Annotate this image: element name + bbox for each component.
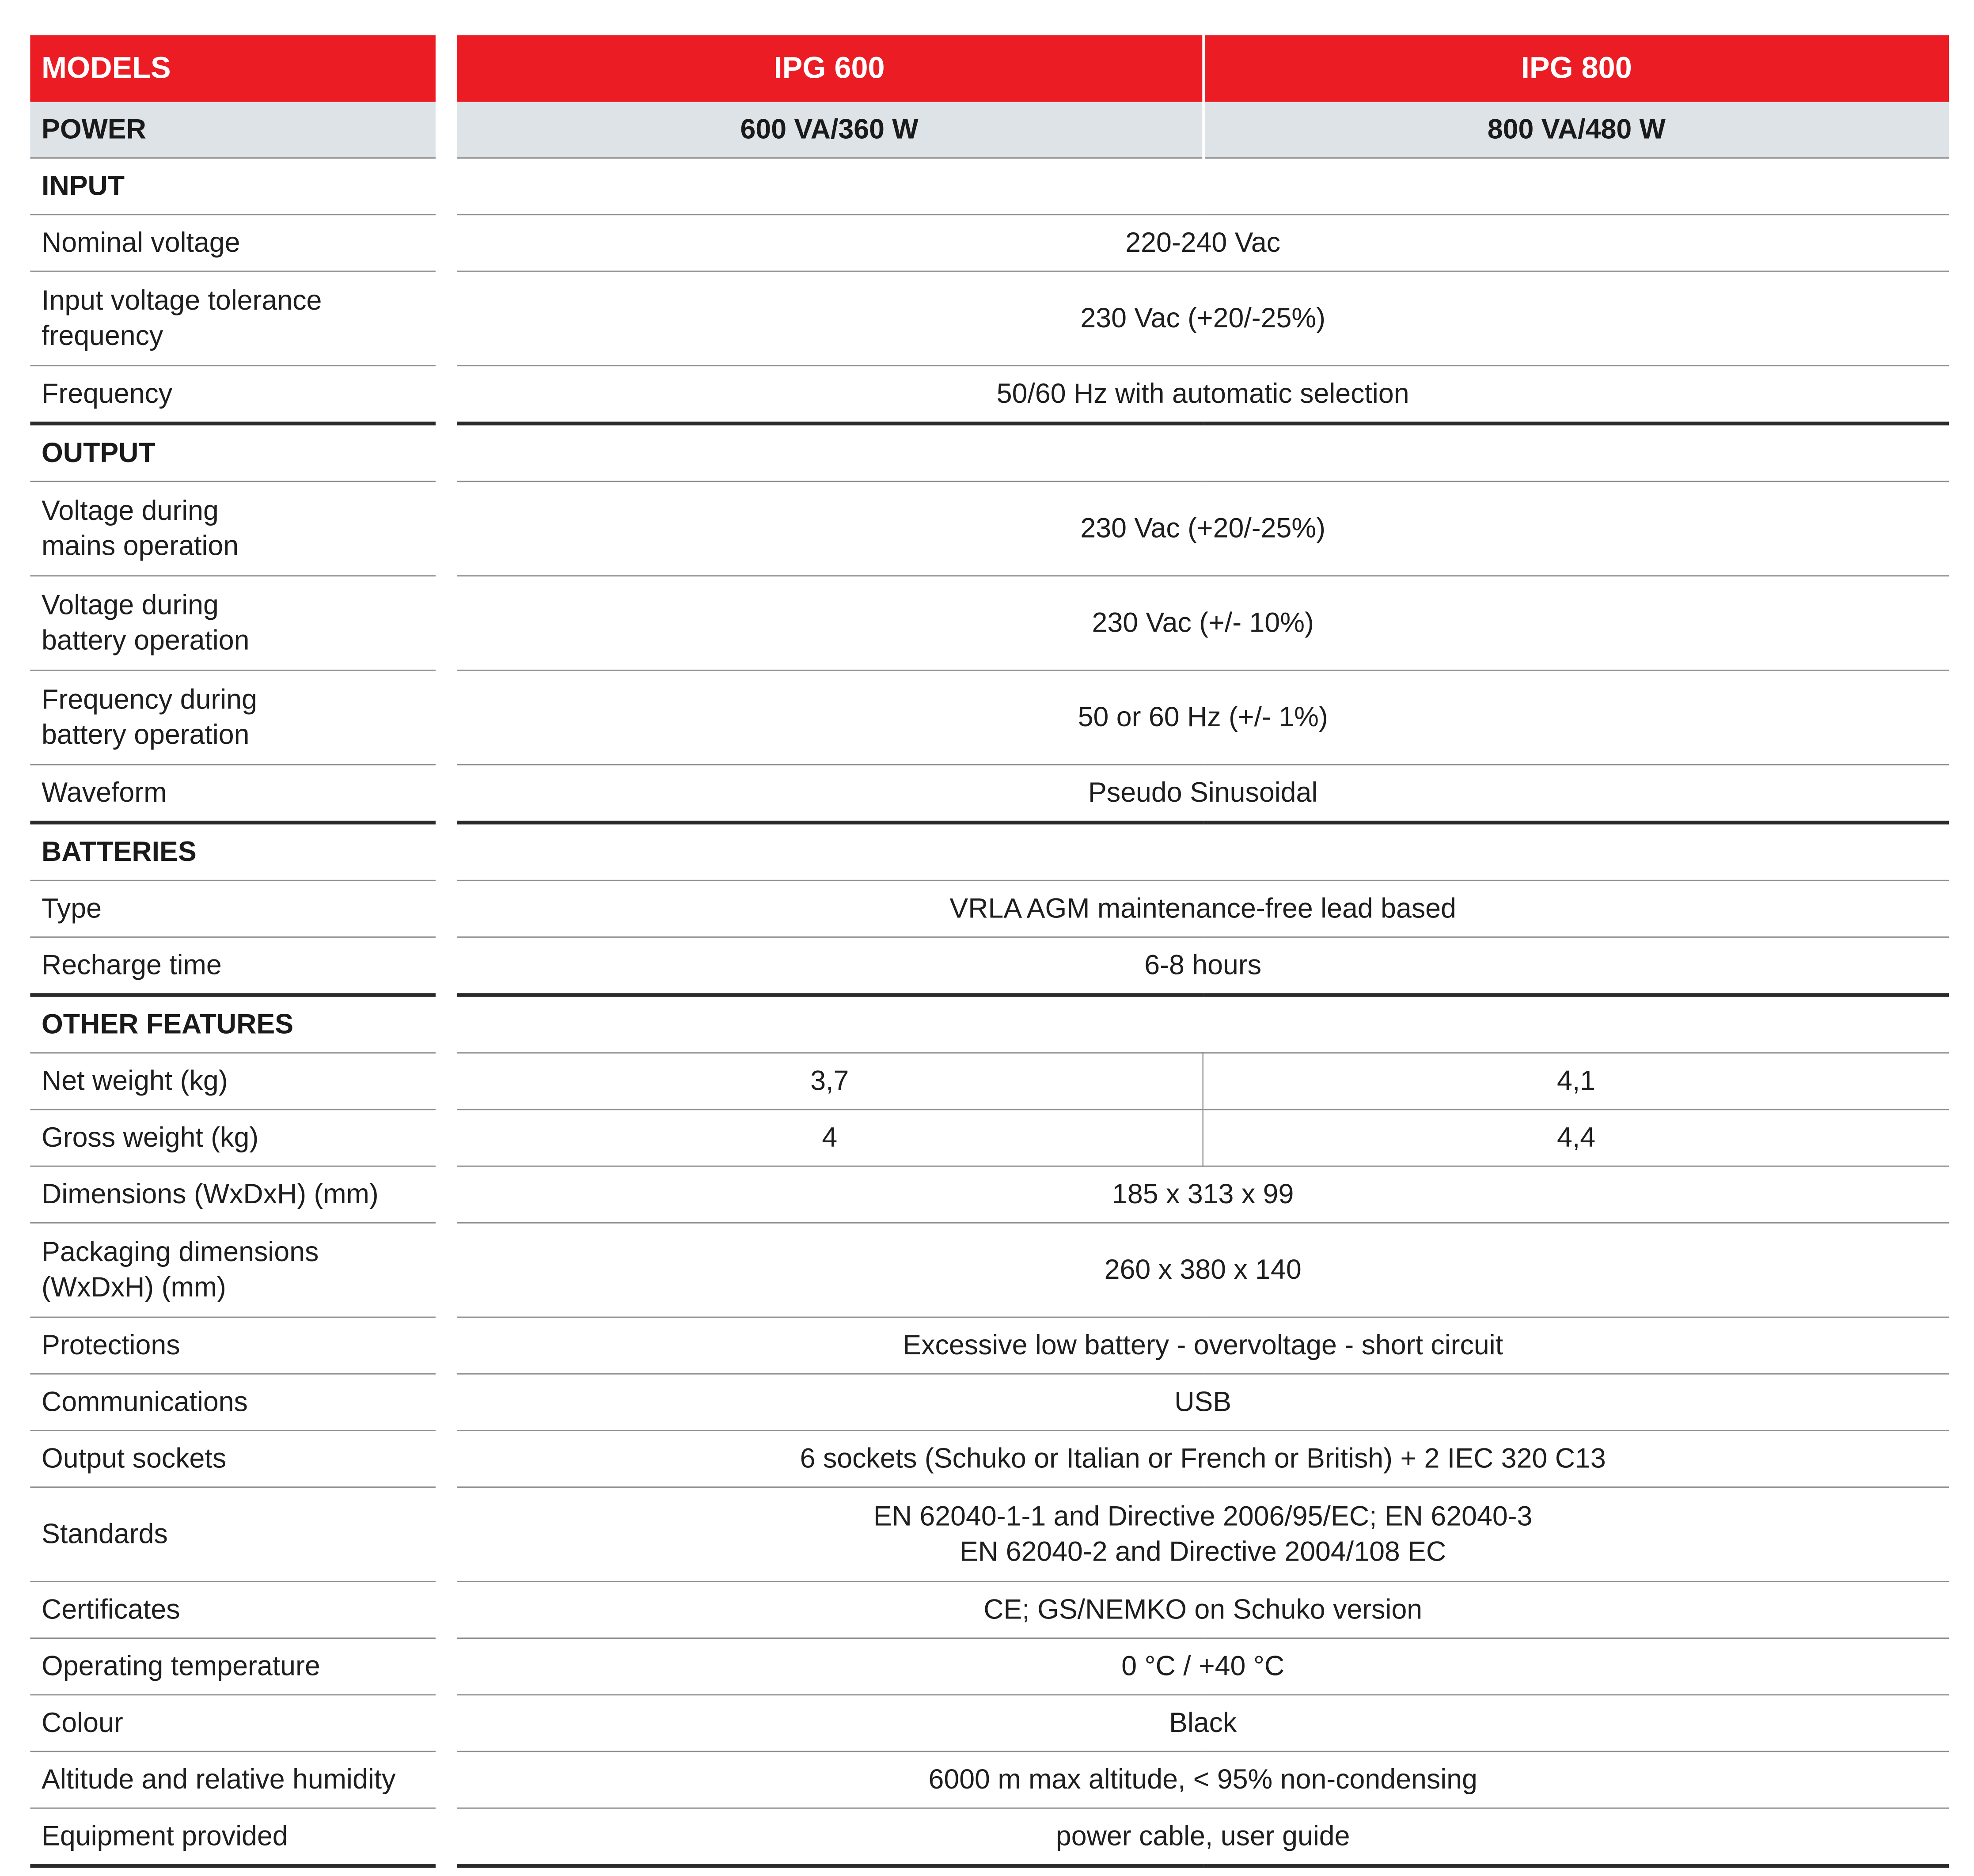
spec-row bbox=[30, 1695, 1949, 1751]
spec-label bbox=[30, 670, 436, 765]
spec-label-line: Voltage during bbox=[42, 589, 219, 621]
spec-value-line: EN 62040-1-1 and Directive 2006/95/EC; EN 62040-3 bbox=[873, 1500, 1533, 1532]
spec-label-line: Voltage during bbox=[42, 494, 219, 527]
spec-value bbox=[457, 1487, 1949, 1582]
spec-value: 230 Vac (+20/-25%) bbox=[457, 271, 1949, 366]
spec-label: Operating temperature bbox=[30, 1638, 436, 1695]
section-title: BATTERIES bbox=[30, 822, 436, 880]
spec-value: 50/60 Hz with automatic selection bbox=[457, 366, 1949, 424]
spec-value: Excessive low battery - overvoltage - short circuit bbox=[457, 1317, 1949, 1374]
spec-label: Output sockets bbox=[30, 1430, 436, 1487]
spec-row bbox=[30, 271, 1949, 366]
section-title: INPUT bbox=[30, 158, 436, 215]
power-ipg-800: 800 VA/480 W bbox=[1203, 102, 1949, 158]
models-header-row bbox=[30, 35, 1949, 102]
spec-value-ipg-800: 4,4 bbox=[1203, 1110, 1949, 1166]
spec-label: Frequency bbox=[30, 366, 436, 424]
spec-row bbox=[30, 215, 1949, 271]
spec-value: 230 Vac (+20/-25%) bbox=[457, 481, 1949, 576]
spec-value-ipg-800: 4,1 bbox=[1203, 1053, 1949, 1110]
spec-row bbox=[30, 1166, 1949, 1223]
section-header-input bbox=[30, 158, 1949, 215]
spec-label: Certificates bbox=[30, 1581, 436, 1638]
spec-row bbox=[30, 1374, 1949, 1430]
spec-value: power cable, user guide bbox=[457, 1808, 1949, 1866]
spec-label bbox=[30, 1223, 436, 1317]
spec-label-line: frequency bbox=[42, 319, 163, 352]
spec-label-line: battery operation bbox=[42, 624, 250, 656]
spec-row bbox=[30, 1317, 1949, 1374]
model-ipg-800: IPG 800 bbox=[1203, 35, 1949, 102]
spec-row bbox=[30, 481, 1949, 576]
spec-label bbox=[30, 576, 436, 671]
spec-label bbox=[30, 271, 436, 366]
spec-row bbox=[30, 1430, 1949, 1487]
section-header-batteries bbox=[30, 822, 1949, 880]
spec-value: Black bbox=[457, 1695, 1949, 1751]
spec-row bbox=[30, 576, 1949, 671]
spec-value: 50 or 60 Hz (+/- 1%) bbox=[457, 670, 1949, 765]
spec-label-line: battery operation bbox=[42, 719, 250, 750]
spec-value: 230 Vac (+/- 10%) bbox=[457, 576, 1949, 671]
spec-label: Gross weight (kg) bbox=[30, 1110, 436, 1166]
spec-row bbox=[30, 670, 1949, 765]
spec-value: 185 x 313 x 99 bbox=[457, 1166, 1949, 1223]
spec-row bbox=[30, 1053, 1949, 1110]
spec-row bbox=[30, 1808, 1949, 1866]
spec-row bbox=[30, 937, 1949, 995]
models-label: MODELS bbox=[30, 35, 436, 102]
section-title: OTHER FEATURES bbox=[30, 995, 436, 1053]
spec-label: Type bbox=[30, 880, 436, 937]
spec-label-line: Frequency during bbox=[42, 683, 257, 715]
spec-row bbox=[30, 1110, 1949, 1166]
spec-label bbox=[30, 481, 436, 576]
spec-label: Equipment provided bbox=[30, 1808, 436, 1866]
spec-label: Standards bbox=[30, 1487, 436, 1582]
spec-value-line: EN 62040-2 and Directive 2004/108 EC bbox=[960, 1535, 1446, 1567]
spec-label: Nominal voltage bbox=[30, 215, 436, 271]
spec-value: CE; GS/NEMKO on Schuko version bbox=[457, 1581, 1949, 1638]
spec-row bbox=[30, 1751, 1949, 1808]
spec-value: 220-240 Vac bbox=[457, 215, 1949, 271]
spec-row bbox=[30, 765, 1949, 822]
spec-value: USB bbox=[457, 1374, 1949, 1430]
spec-row bbox=[30, 1223, 1949, 1317]
spec-row bbox=[30, 1638, 1949, 1695]
spec-label: Colour bbox=[30, 1695, 436, 1751]
power-ipg-600: 600 VA/360 W bbox=[457, 102, 1203, 158]
spec-label-line: (WxDxH) (mm) bbox=[42, 1271, 226, 1303]
spec-value: Pseudo Sinusoidal bbox=[457, 765, 1949, 822]
spec-row bbox=[30, 1487, 1949, 1582]
spec-label-line: mains operation bbox=[42, 530, 239, 561]
spec-label-line: Packaging dimensions bbox=[42, 1236, 319, 1268]
section-header-output bbox=[30, 424, 1949, 481]
section-header-other-features bbox=[30, 995, 1949, 1053]
spec-value-ipg-600: 4 bbox=[457, 1110, 1203, 1166]
spec-label: Dimensions (WxDxH) (mm) bbox=[30, 1166, 436, 1223]
specifications-table bbox=[30, 35, 1949, 1868]
spec-row bbox=[30, 880, 1949, 937]
spec-row bbox=[30, 366, 1949, 424]
spec-row bbox=[30, 1581, 1949, 1638]
spec-label: Waveform bbox=[30, 765, 436, 822]
power-row bbox=[30, 102, 1949, 158]
spec-label: Recharge time bbox=[30, 937, 436, 995]
spec-value: VRLA AGM maintenance-free lead based bbox=[457, 880, 1949, 937]
model-ipg-600: IPG 600 bbox=[457, 35, 1203, 102]
spec-label-line: Input voltage tolerance bbox=[42, 284, 322, 316]
spec-label: Communications bbox=[30, 1374, 436, 1430]
spec-value: 0 °C / +40 °C bbox=[457, 1638, 1949, 1695]
spec-label: Altitude and relative humidity bbox=[30, 1751, 436, 1808]
spec-value: 6-8 hours bbox=[457, 937, 1949, 995]
spec-label: Protections bbox=[30, 1317, 436, 1374]
power-label: POWER bbox=[30, 102, 436, 158]
section-title: OUTPUT bbox=[30, 424, 436, 481]
spec-value: 260 x 380 x 140 bbox=[457, 1223, 1949, 1317]
spec-value-ipg-600: 3,7 bbox=[457, 1053, 1203, 1110]
spec-label: Net weight (kg) bbox=[30, 1053, 436, 1110]
spec-value: 6000 m max altitude, < 95% non-condensing bbox=[457, 1751, 1949, 1808]
spec-value: 6 sockets (Schuko or Italian or French or British) + 2 IEC 320 C13 bbox=[457, 1430, 1949, 1487]
